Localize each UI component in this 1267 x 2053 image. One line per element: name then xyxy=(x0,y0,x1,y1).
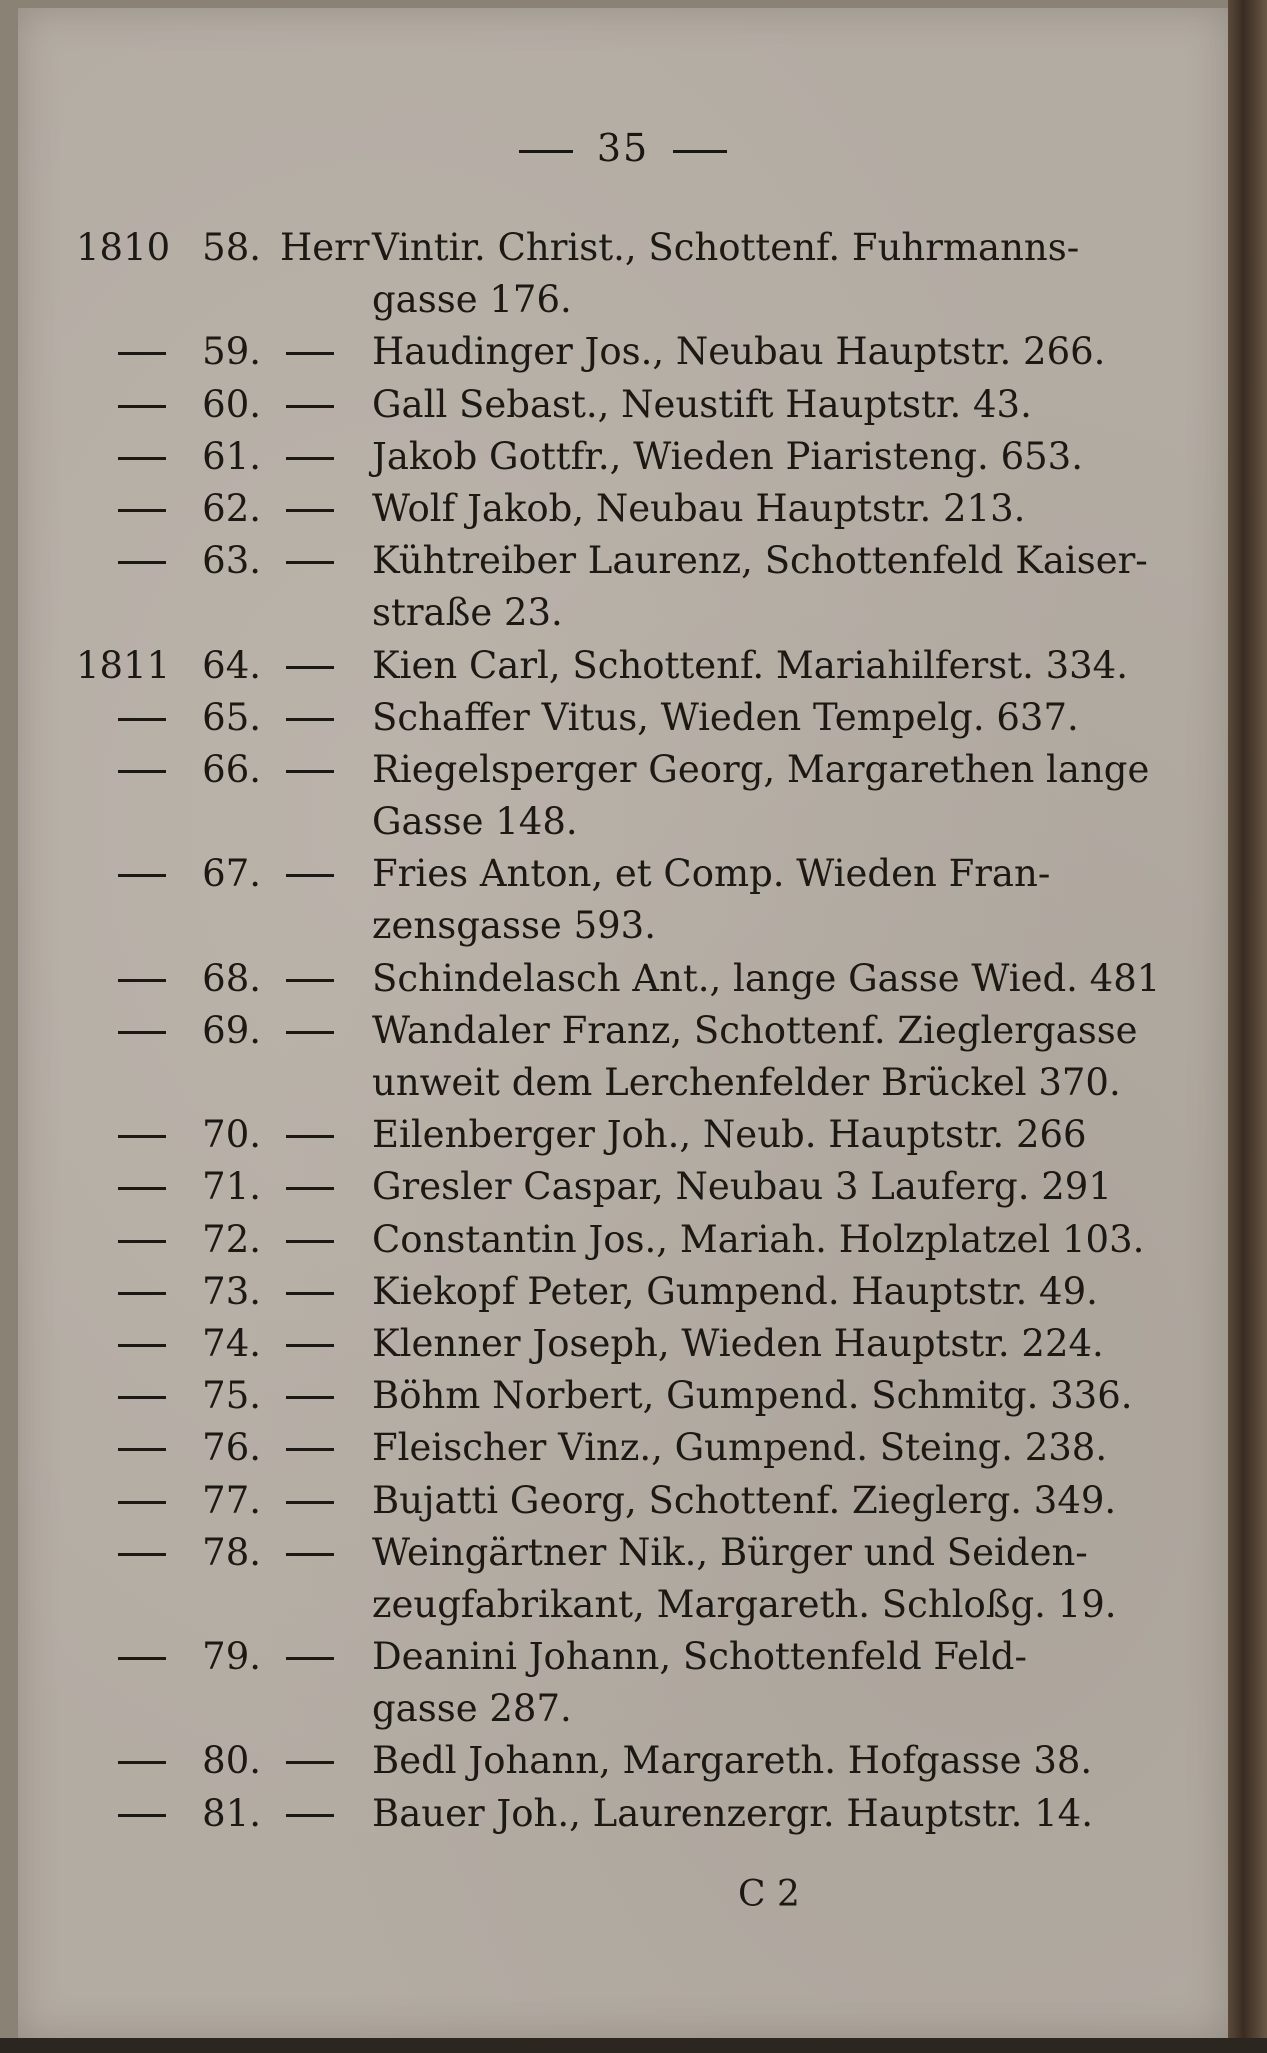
book-spine-edge xyxy=(1228,0,1267,2053)
entry-text: Bauer Joh., Laurenzergr. Hauptstr. 14. xyxy=(372,1791,1093,1835)
entry-continuation-row xyxy=(18,1057,1228,1109)
entry-number: 72. xyxy=(202,1217,261,1261)
entry-text: gasse 176. xyxy=(372,278,572,322)
entry-number: 62. xyxy=(202,486,261,530)
entry-text: Gasse 148. xyxy=(372,800,578,844)
title-ditto-dash xyxy=(286,1396,334,1399)
title-ditto-dash xyxy=(286,770,334,773)
entry-row xyxy=(18,848,1228,900)
entry-text: unweit dem Lerchenfelder Brückel 370. xyxy=(372,1061,1121,1104)
entry-text: Jakob Gottfr., Wieden Piaristeng. 653. xyxy=(372,434,1083,478)
entry-continuation-row xyxy=(18,900,1228,952)
title-ditto-dash xyxy=(286,1031,334,1034)
entry-row xyxy=(18,1318,1228,1370)
title-ditto-dash xyxy=(286,1135,334,1138)
entry-row xyxy=(18,744,1228,796)
entry-number: 59. xyxy=(202,330,261,374)
entry-text: zeugfabrikant, Margareth. Schloßg. 19. xyxy=(372,1582,1117,1626)
year-ditto-dash xyxy=(118,561,166,564)
year-ditto-dash xyxy=(118,1657,166,1660)
title-ditto-dash xyxy=(286,1240,334,1243)
entry-text: Haudinger Jos., Neubau Hauptstr. 266. xyxy=(372,330,1106,374)
entry-row xyxy=(18,1370,1228,1422)
entry-row xyxy=(18,483,1228,535)
entry-number: 66. xyxy=(202,747,261,791)
entry-number: 71. xyxy=(202,1165,261,1209)
title-ditto-dash xyxy=(286,666,334,669)
year-ditto-dash xyxy=(118,1448,166,1451)
title-ditto-dash xyxy=(286,718,334,721)
title-ditto-dash xyxy=(286,1761,334,1764)
signature-mark: C 2 xyxy=(738,1874,800,1915)
entry-number: 74. xyxy=(202,1321,261,1365)
header-dash-left xyxy=(519,150,573,153)
title-ditto-dash xyxy=(286,874,334,877)
entry-text: Deanini Johann, Schottenfeld Feld- xyxy=(372,1635,1027,1679)
entry-row xyxy=(18,1735,1228,1787)
entry-text: Riegelsperger Georg, Margarethen lange xyxy=(372,747,1150,791)
entry-row xyxy=(18,1266,1228,1318)
title-ditto-dash xyxy=(286,405,334,408)
entry-number: 65. xyxy=(202,695,261,739)
entry-number: 67. xyxy=(202,852,261,896)
entry-text: Kühtreiber Laurenz, Schottenfeld Kaiser- xyxy=(372,539,1148,583)
entry-text: Weingärtner Nik., Bürger und Seiden- xyxy=(372,1530,1088,1574)
year-ditto-dash xyxy=(118,1553,166,1556)
title-ditto-dash xyxy=(286,509,334,512)
title-ditto-dash xyxy=(286,1187,334,1190)
entry-number: 81. xyxy=(202,1791,261,1835)
entry-text: Wolf Jakob, Neubau Hauptstr. 213. xyxy=(372,486,1026,530)
entry-text: Fleischer Vinz., Gumpend. Steing. 238. xyxy=(372,1426,1108,1470)
entry-text: Kiekopf Peter, Gumpend. Hauptstr. 49. xyxy=(372,1269,1098,1313)
entry-number: 58. xyxy=(202,226,261,269)
entry-continuation-row xyxy=(18,274,1228,326)
entry-row xyxy=(18,1161,1228,1213)
entry-continuation-row xyxy=(18,1683,1228,1735)
entry-text: Schaffer Vitus, Wieden Tempelg. 637. xyxy=(372,695,1079,739)
title-ditto-dash xyxy=(286,979,334,982)
year-ditto-dash xyxy=(118,874,166,877)
entry-text: Eilenberger Joh., Neub. Hauptstr. 266 xyxy=(372,1113,1087,1157)
entry-number: 76. xyxy=(202,1426,261,1470)
page-number: 35 xyxy=(596,126,650,170)
entry-row xyxy=(18,535,1228,587)
entry-text: Vintir. Christ., Schottenf. Fuhrmanns- xyxy=(372,226,1080,269)
page-header xyxy=(18,126,1228,170)
entry-number: 64. xyxy=(202,643,261,687)
year-ditto-dash xyxy=(118,352,166,355)
entry-text: Böhm Norbert, Gumpend. Schmitg. 336. xyxy=(372,1374,1133,1418)
entry-number: 61. xyxy=(202,434,261,478)
year-ditto-dash xyxy=(118,1292,166,1295)
scan-bottom-edge xyxy=(0,2038,1267,2053)
year-ditto-dash xyxy=(118,1135,166,1138)
year-ditto-dash xyxy=(118,509,166,512)
entry-row xyxy=(18,953,1228,1005)
year-ditto-dash xyxy=(118,457,166,460)
entry-text: Kien Carl, Schottenf. Mariahilferst. 334. xyxy=(372,643,1128,687)
year-ditto-dash xyxy=(118,1240,166,1243)
year-ditto-dash xyxy=(118,770,166,773)
entry-row xyxy=(18,1005,1228,1057)
year-ditto-dash xyxy=(118,1031,166,1034)
entry-row xyxy=(18,692,1228,744)
title-ditto-dash xyxy=(286,1553,334,1556)
year-ditto-dash xyxy=(118,1344,166,1347)
entry-row xyxy=(18,222,1228,274)
entry-number: 69. xyxy=(202,1008,261,1052)
title-ditto-dash xyxy=(286,1814,334,1817)
entry-continuation-row xyxy=(18,1579,1228,1631)
entry-number: 63. xyxy=(202,539,261,583)
year-ditto-dash xyxy=(118,1761,166,1764)
entry-number: 75. xyxy=(202,1374,261,1418)
entry-row xyxy=(18,1475,1228,1527)
entry-text: Wandaler Franz, Schottenf. Zieglergasse xyxy=(372,1008,1138,1052)
entry-row xyxy=(18,1214,1228,1266)
book-page xyxy=(18,8,1228,2038)
entry-number: 73. xyxy=(202,1269,261,1313)
entry-number: 68. xyxy=(202,956,261,1000)
title-ditto-dash xyxy=(286,1344,334,1347)
entry-title: Herr xyxy=(280,226,370,269)
year-ditto-dash xyxy=(118,979,166,982)
entry-number: 77. xyxy=(202,1478,261,1522)
year-ditto-dash xyxy=(118,1814,166,1817)
entry-text: straße 23. xyxy=(372,591,563,635)
entry-list xyxy=(18,222,1228,1840)
header-dash-right xyxy=(673,150,727,153)
entry-row xyxy=(18,640,1228,692)
year-ditto-dash xyxy=(118,1501,166,1504)
entry-year: 1811 xyxy=(76,643,171,687)
title-ditto-dash xyxy=(286,1657,334,1660)
year-ditto-dash xyxy=(118,1187,166,1190)
title-ditto-dash xyxy=(286,1292,334,1295)
entry-text: Schindelasch Ant., lange Gasse Wied. 481 xyxy=(372,956,1161,1000)
entry-text: Bedl Johann, Margareth. Hofgasse 38. xyxy=(372,1739,1093,1783)
entry-number: 79. xyxy=(202,1635,261,1679)
entry-row xyxy=(18,1527,1228,1579)
entry-text: Klenner Joseph, Wieden Hauptstr. 224. xyxy=(372,1321,1104,1365)
year-ditto-dash xyxy=(118,1396,166,1399)
entry-text: gasse 287. xyxy=(372,1687,572,1731)
entry-row xyxy=(18,431,1228,483)
year-ditto-dash xyxy=(118,405,166,408)
title-ditto-dash xyxy=(286,457,334,460)
entry-number: 78. xyxy=(202,1530,261,1574)
entry-row xyxy=(18,326,1228,378)
entry-row xyxy=(18,1422,1228,1474)
entry-row xyxy=(18,1788,1228,1840)
entry-text: zensgasse 593. xyxy=(372,904,656,948)
title-ditto-dash xyxy=(286,561,334,564)
entry-year: 1810 xyxy=(76,226,171,269)
entry-continuation-row xyxy=(18,587,1228,639)
title-ditto-dash xyxy=(286,1448,334,1451)
entry-text: Constantin Jos., Mariah. Holzplatzel 103. xyxy=(372,1217,1145,1261)
entry-text: Bujatti Georg, Schottenf. Zieglerg. 349. xyxy=(372,1478,1117,1522)
entry-number: 70. xyxy=(202,1113,261,1157)
title-ditto-dash xyxy=(286,352,334,355)
entry-text: Gresler Caspar, Neubau 3 Lauferg. 291 xyxy=(372,1165,1112,1209)
entry-number: 80. xyxy=(202,1739,261,1783)
entry-row xyxy=(18,1631,1228,1683)
entry-row xyxy=(18,1109,1228,1161)
year-ditto-dash xyxy=(118,718,166,721)
entry-continuation-row xyxy=(18,796,1228,848)
entry-number: 60. xyxy=(202,382,261,426)
entry-text: Fries Anton, et Comp. Wieden Fran- xyxy=(372,852,1051,896)
entry-row xyxy=(18,379,1228,431)
entry-text: Gall Sebast., Neustift Hauptstr. 43. xyxy=(372,382,1032,426)
title-ditto-dash xyxy=(286,1501,334,1504)
